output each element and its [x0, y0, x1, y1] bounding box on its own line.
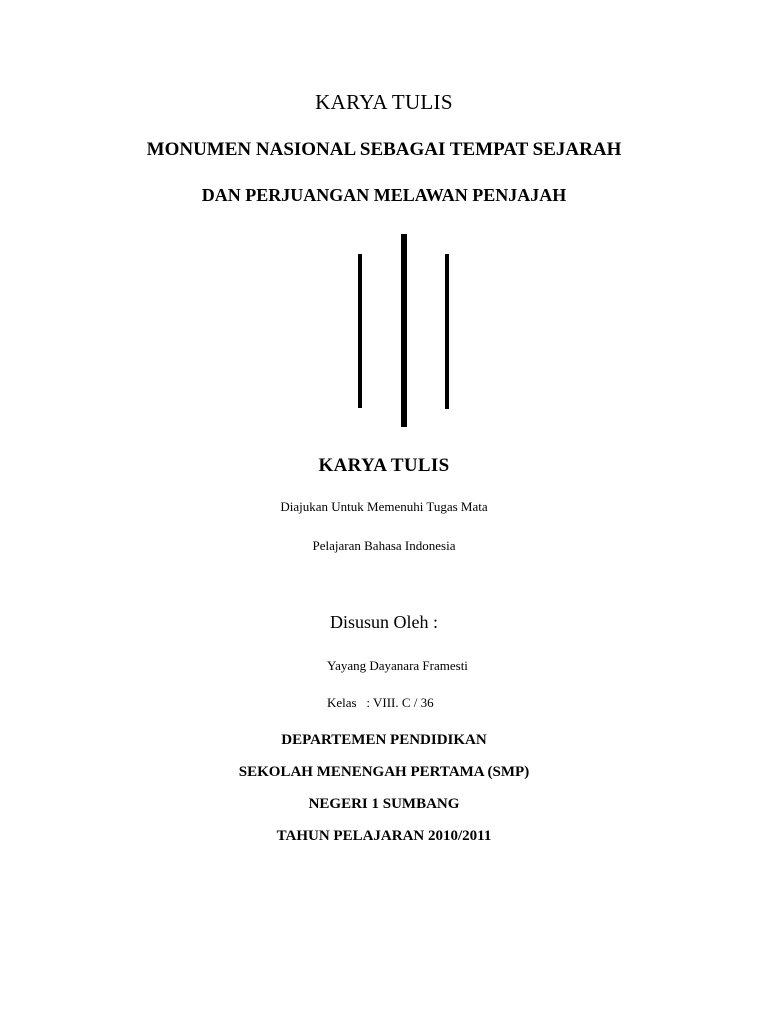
monument-bar-center — [401, 234, 407, 427]
purpose-line1: Diajukan Untuk Memenuhi Tugas Mata — [280, 499, 488, 514]
monument-bar-left — [358, 254, 362, 408]
institution-line1: DEPARTEMEN PENDIDIKAN — [281, 732, 487, 748]
monument-bar-right — [445, 254, 449, 409]
institution-line2: SEKOLAH MENENGAH PERTAMA (SMP) — [238, 764, 530, 780]
purpose-line2: Pelajaran Bahasa Indonesia — [312, 538, 456, 553]
cover-title: KARYA TULIS — [315, 90, 453, 114]
institution-line4: TAHUN PELAJARAN 2010/2011 — [276, 828, 492, 844]
cover-subtitle-line1: MONUMEN NASIONAL SEBAGAI TEMPAT SEJARAH — [146, 139, 622, 160]
author-label: Disusun Oleh : — [330, 612, 438, 632]
cover-title-secondary: KARYA TULIS — [318, 455, 450, 476]
author-class: Kelas : VIII. C / 36 — [327, 695, 434, 710]
institution-line3: NEGERI 1 SUMBANG — [308, 796, 460, 812]
author-name: Yayang Dayanara Framesti — [327, 658, 468, 673]
cover-subtitle-line2: DAN PERJUANGAN MELAWAN PENJAJAH — [201, 185, 567, 205]
monument-bars-graphic — [340, 230, 470, 430]
